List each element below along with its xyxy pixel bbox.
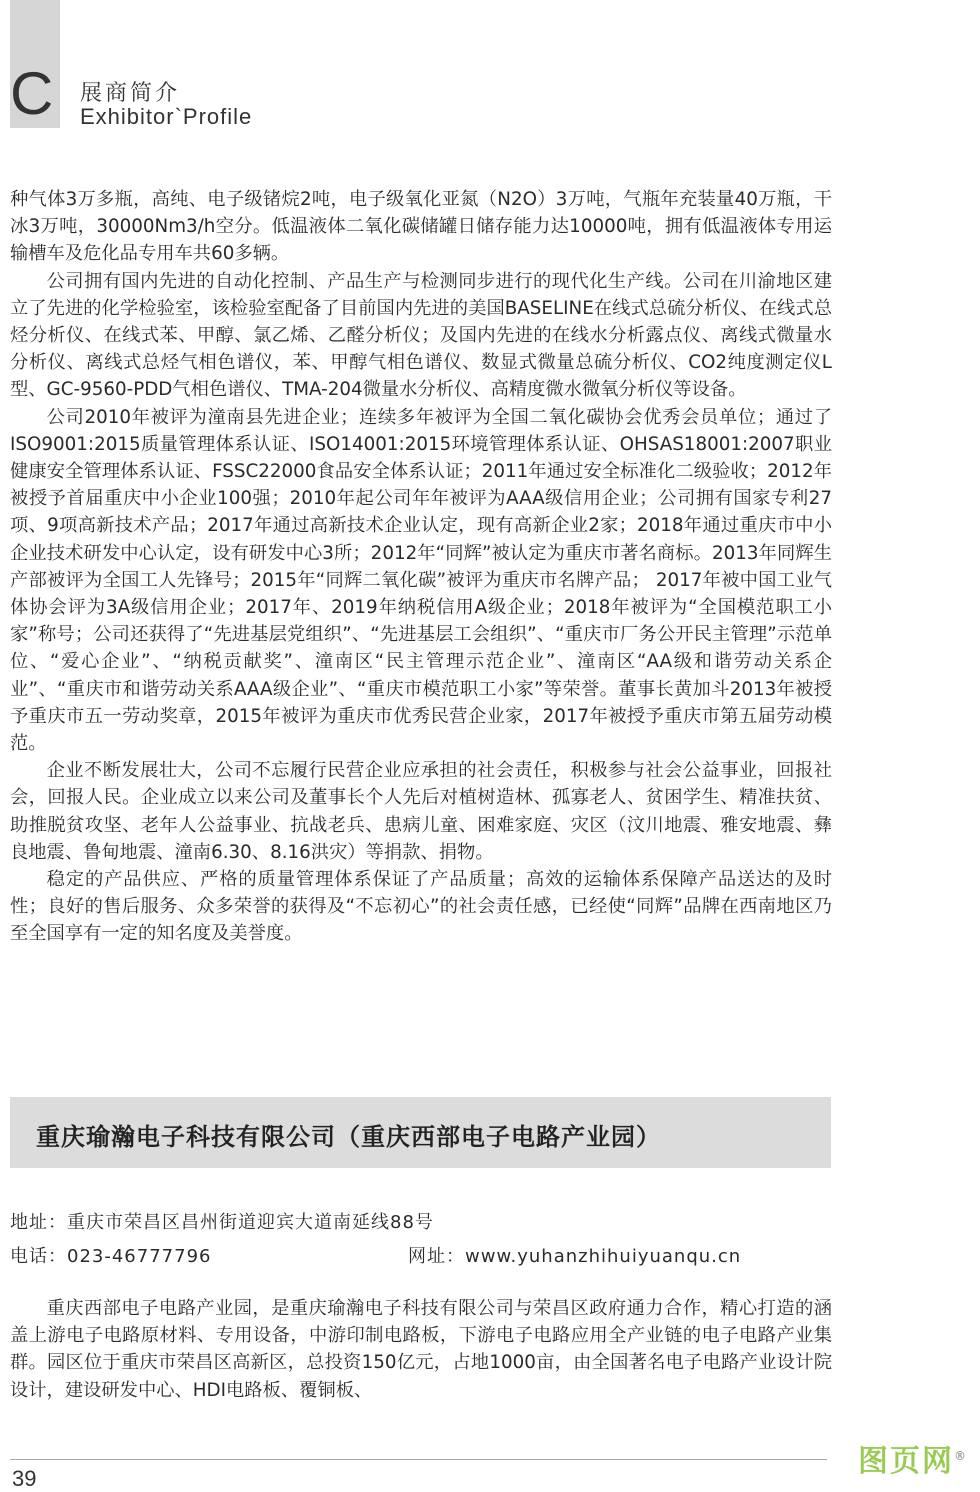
footer-divider (10, 1459, 827, 1460)
company-phone: 电话：023-46777796 (10, 1246, 212, 1267)
paragraph: 种气体3万多瓶，高纯、电子级锗烷2吨，电子级氧化亚氮（N2O）3万吨，气瓶年充装量40万瓶，干冰3万吨，30000Nm3/h空分。低温液体二氧化碳储罐日储存能力达10000吨，拥有低温液体专用运输槽车及危化品专用车共60多辆。 (10, 189, 832, 265)
watermark-text: 图页网 (858, 1444, 954, 1479)
section-title-cn: 展商简介 (80, 81, 181, 106)
company-name: 重庆瑜瀚电子科技有限公司（重庆西部电子电路产业园） (36, 1123, 661, 1151)
registered-mark: ® (954, 1449, 968, 1463)
article-body (10, 186, 832, 948)
watermark-logo (858, 1436, 968, 1480)
paragraph: 企业不断发展壮大，公司不忘履行民营企业应承担的社会责任，积极参与社会公益事业，回报社会，回报人民。企业成立以来公司及董事长个人先后对植树造林、孤寡老人、贫困学生、精准扶贫、助推脱贫攻坚、老年人公益事业、抗战老兵、患病儿童、困难家庭、灾区（汶川地震、雅安地震、彝良地震、鲁甸地震、潼南6.30、8.16洪灾）等捐款、捐物。 (10, 760, 832, 863)
section-letter: C (10, 60, 54, 127)
paragraph: 公司2010年被评为潼南县先进企业；连续多年被评为全国二氧化碳协会优秀会员单位；通过了ISO9001:2015质量管理体系认证、ISO14001:2015环境管理体系认证、OHSAS18001:2007职业健康安全管理体系认证、FSSC22000食品安全体系认证；2011年通过安全标准化二级验收；2012年被授予首届重庆中小企业100强；2010年起公司年年被评为AAA级信用企业；公司拥有国家专利27项、9项高新技术产品；2017年通过高新技术企业认定，现有高新企业2家；2018年通过重庆市中小企业技术研发中心认定，设有研发中心3所；2012年“同辉”被认定为重庆市著名商标。2013年同辉生产部被评为全国工人先锋号；2015年“同辉二氧化碳”被评为重庆市名牌产品； 2017年被中国工业气体协会评为3A级信用企业；2017年、2019年纳税信用A级企业；2018年被评为“全国模范职工小家”称号；公司还获得了“先进基层党组织”、“先进基层工会组织”、“重庆市厂务公开民主管理”示范单位、“爱心企业”、“纳税贡献奖”、潼南区“民主管理示范企业”、潼南区“AA级和谐劳动关系企业”、“重庆市和谐劳动关系AAA级企业”、“重庆市模范职工小家”等荣誉。董事长黄加斗2013年被授予重庆市五一劳动奖章，2015年被评为重庆市优秀民营企业家，2017年被授予重庆市第五届劳动模范。 (10, 406, 832, 755)
page-number: 39 (12, 1466, 37, 1491)
paragraph: 稳定的产品供应、严格的质量管理体系保证了产品质量；高效的运输体系保障产品送达的及时性；良好的售后服务、众多荣誉的获得及“不忘初心”的社会责任感，已经使“同辉”品牌在西南地区乃至全国享有一定的知名度及美誉度。 (10, 869, 832, 945)
paragraph: 公司拥有国内先进的自动化控制、产品生产与检测同步进行的现代化生产线。公司在川渝地区建立了先进的化学检验室，该检验室配备了目前国内先进的美国BASELINE在线式总硫分析仪、在线式总烃分析仪、在线式苯、甲醇、氯乙烯、乙醛分析仪；及国内先进的在线水分析露点仪、离线式微量水分析仪、离线式总烃气相色谱仪，苯、甲醇气相色谱仪、数显式微量总硫分析仪、CO2纯度测定仪L型、GC-9560-PDD气相色谱仪、TMA-204微量水分析仪、高精度微水微氧分析仪等设备。 (10, 270, 832, 401)
company-website: 网址：www.yuhanzhihuiyuanqu.cn (408, 1246, 742, 1267)
section-title-en: Exhibitor`Profile (80, 104, 253, 129)
company-profile: 重庆西部电子电路产业园，是重庆瑜瀚电子科技有限公司与荣昌区政府通力合作，精心打造的涵盖上游电子电路原材料、专用设备，中游印制电路板，下游电子电路应用全产业链的电子电路产业集群。园区位于重庆市荣昌区高新区，总投资150亿元，占地1000亩，由全国著名电子电路产业设计院设计，建设研发中心、HDI电路板、覆铜板、 (10, 1298, 832, 1401)
company-address: 地址：重庆市荣昌区昌州街道迎宾大道南延线88号 (10, 1212, 434, 1233)
company-banner (10, 1097, 831, 1168)
